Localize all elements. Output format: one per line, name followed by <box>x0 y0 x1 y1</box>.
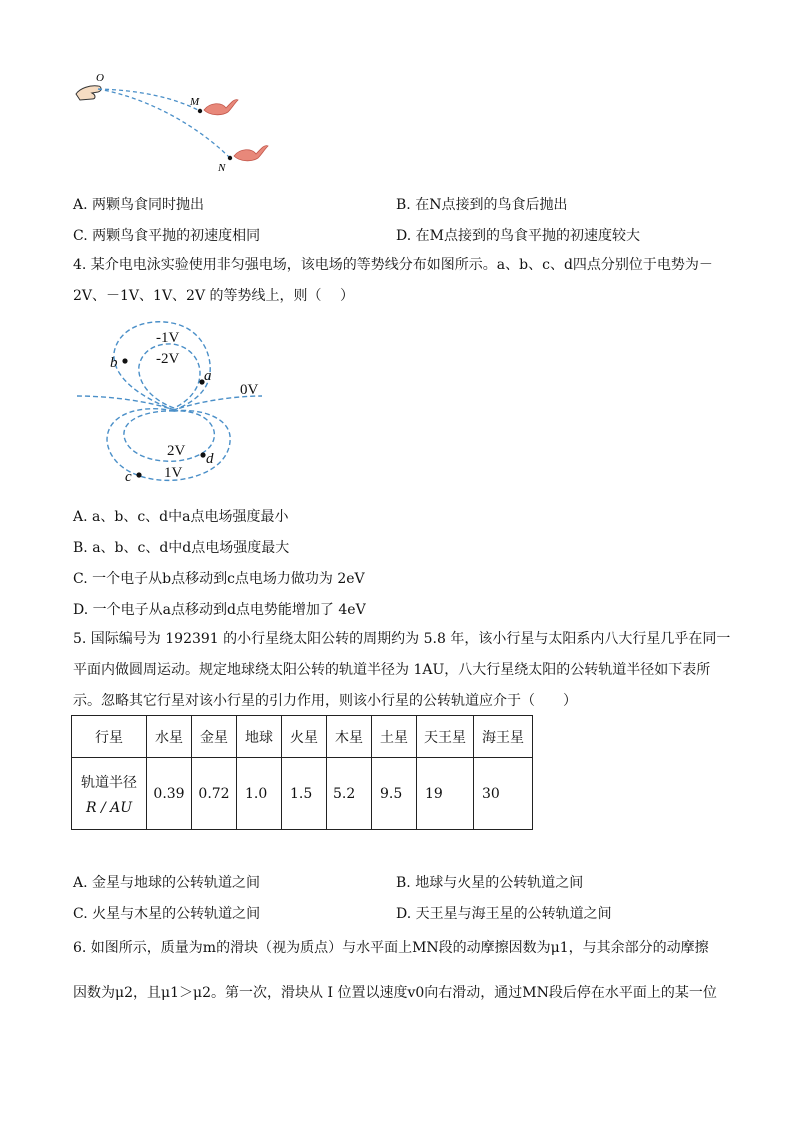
table-cell-radius: 5.2 <box>327 758 372 830</box>
figure-projectile <box>70 68 275 178</box>
table-header-planet: 行星 <box>72 716 147 758</box>
label-1v: 1V <box>164 465 183 481</box>
q4-stem-line2: 2V、－1V、1V、2V 的等势线上，则（ ） <box>73 288 354 304</box>
point-d <box>200 452 205 457</box>
label-neg1v: -1V <box>156 330 180 346</box>
q5-option-a: A. 金星与地球的公转轨道之间 <box>73 875 261 891</box>
table-cell-radius: 30 <box>474 758 533 830</box>
table-cell-planet: 海王星 <box>474 716 533 758</box>
q5-option-d: D. 天王星与海王星的公转轨道之间 <box>396 906 612 922</box>
label-c: c <box>125 469 132 485</box>
table-cell-radius: 1.5 <box>282 758 327 830</box>
label-2v: 2V <box>167 443 186 459</box>
orbit-table <box>71 715 533 830</box>
q4-stem-line1: 4. 某介电电泳实验使用非匀强电场，该电场的等势线分布如图所示。a、b、c、d四点分别位于电势为－ <box>73 257 713 273</box>
q3-option-b: B. 在N点接到的鸟食后抛出 <box>396 197 568 213</box>
bird-icon <box>204 100 238 115</box>
label-n: N <box>218 162 226 174</box>
figure-equipotential <box>72 318 272 493</box>
q3-option-a: A. 两颗鸟食同时抛出 <box>73 197 205 213</box>
q4-option-d: D. 一个电子从a点移动到d点电势能增加了 4eV <box>73 602 366 618</box>
q4-option-a: A. a、b、c、d中a点电场强度最小 <box>73 509 289 525</box>
q6-stem-line2: 因数为μ2，且μ1＞μ2。第一次，滑块从 I 位置以速度v0向右滑动，通过MN段后停在水平面上的某一位 <box>73 985 717 1001</box>
label-a: a <box>204 368 212 384</box>
radius-label-line2: R / AU <box>85 799 133 816</box>
point-m <box>198 109 202 113</box>
q5-stem-line3: 示。忽略其它行星对该小行星的引力作用，则该小行星的公转轨道应介于（ ） <box>73 693 577 709</box>
trajectory-n <box>98 89 230 158</box>
bird-icon <box>234 146 268 161</box>
label-0v: 0V <box>240 382 259 398</box>
point-c <box>136 472 141 477</box>
label-o: O <box>96 72 104 84</box>
hand-icon <box>76 86 101 100</box>
point-b <box>122 358 127 363</box>
table-cell-radius: 0.39 <box>147 758 192 830</box>
q5-option-c: C. 火星与木星的公转轨道之间 <box>73 906 261 922</box>
table-row-planets <box>72 716 533 758</box>
q3-option-d: D. 在M点接到的鸟食平抛的初速度较大 <box>396 228 640 244</box>
q6-stem-line1: 6. 如图所示，质量为m的滑块（视为质点）与水平面上MN段的动摩擦因数为μ1，与其余部分的动摩擦 <box>73 940 709 956</box>
label-m: M <box>190 96 200 108</box>
q5-stem-line2: 平面内做圆周运动。规定地球绕太阳公转的轨道半径为 1AU，八大行星绕太阳的公转轨道半径如下表所 <box>73 662 711 678</box>
table-cell-planet: 火星 <box>282 716 327 758</box>
table-cell-planet: 水星 <box>147 716 192 758</box>
q5-option-b: B. 地球与火星的公转轨道之间 <box>396 875 584 891</box>
table-cell-radius: 0.72 <box>192 758 237 830</box>
q4-option-c: C. 一个电子从b点移动到c点电场力做功为 2eV <box>73 571 365 587</box>
table-cell-radius: 1.0 <box>237 758 282 830</box>
q5-stem-line1: 5. 国际编号为 192391 的小行星绕太阳公转的周期约为 5.8 年，该小行星与太阳系内八大行星几乎在同一 <box>73 631 731 647</box>
q3-option-c: C. 两颗鸟食平抛的初速度相同 <box>73 228 261 244</box>
table-cell-planet: 天王星 <box>417 716 474 758</box>
radius-label-line1: 轨道半径 <box>81 774 137 791</box>
table-cell-radius: 19 <box>417 758 474 830</box>
table-cell-planet: 土星 <box>372 716 417 758</box>
label-neg2v: -2V <box>156 351 180 367</box>
table-cell-radius: 9.5 <box>372 758 417 830</box>
table-header-radius <box>72 758 147 830</box>
table-cell-planet: 金星 <box>192 716 237 758</box>
point-n <box>228 156 232 160</box>
table-row-radii <box>72 758 533 830</box>
label-b: b <box>110 355 118 371</box>
table-cell-planet: 地球 <box>237 716 282 758</box>
table-cell-planet: 木星 <box>327 716 372 758</box>
q4-option-b: B. a、b、c、d中d点电场强度最大 <box>73 540 290 556</box>
label-d: d <box>206 451 214 467</box>
